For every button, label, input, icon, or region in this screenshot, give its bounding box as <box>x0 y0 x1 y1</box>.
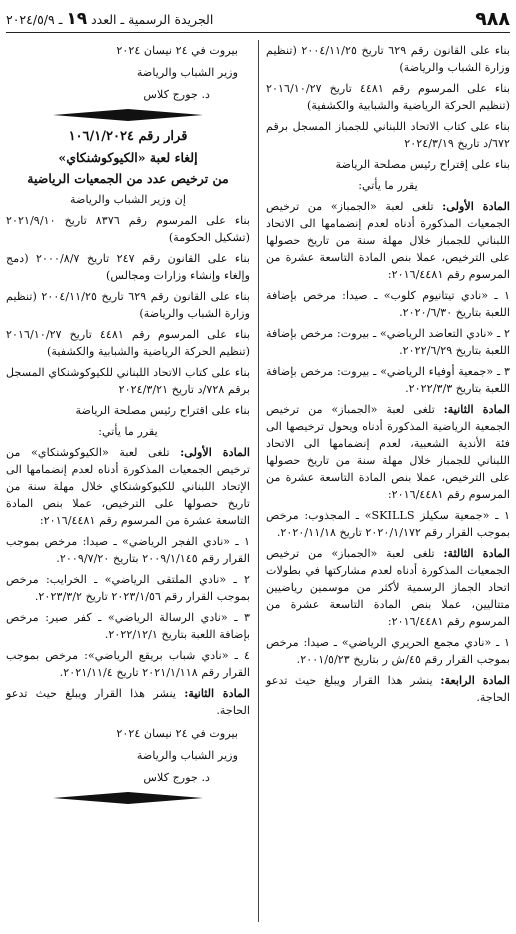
decision-subtitle: إلغاء لعبة «الكيوكوشنكاي» <box>58 150 198 165</box>
paragraph: بناء على كتاب الاتحاد اللبناني للكيوكوشنكاي المسجل برقم ٧٢٨/د تاريخ ٢٠٢٤/٣/٢١ <box>6 366 250 396</box>
article-text: تلغى لعبة «الجمباز» من ترخيص الجمعية الرياضية المذكورة أدناه ويحول ترخيصها الى فئة الأندية الشعبية، لعدم إنضمامها الى الاتحاد اللبناني للجمباز خلال مهلة سنة من تاريخ حصولها على الترخيص، عملا بنص المادة التاسعة عشرة من المرسوم رقم ٢٠١٦/٤٤٨١: <box>266 403 510 501</box>
paragraph: بناء على المرسوم رقم ٨٣٧٦ تاريخ ٢٠٢١/٩/١٠ (تشكيل الحكومة) <box>6 214 250 244</box>
gazette-title-prefix: الجريدة الرسمية ـ العدد <box>91 12 214 27</box>
left-column <box>6 42 250 811</box>
article-text: تلغى لعبة «الكيوكوشنكاي» من ترخيص الجمعيات المذكورة أدناه لعدم إنضمامها الى الإتحاد اللبناني للكيوكوشنكاي خلال مهلة سنة من تاريخ حصولها على الترخيص، عملا بنص المادة التاسعة عشرة من المرسوم رقم ٢٠١٦/٤٤٨١: <box>6 446 250 527</box>
decision-number: قرار رقم ١٠٦/١/٢٠٢٤ <box>68 129 188 144</box>
article-heading: المادة الثانية: <box>184 686 250 700</box>
signature-name: د. جورج كلاس <box>143 88 210 101</box>
paragraph: ١ ـ «نادي تيتانيوم كلوب» ـ صيدا: مرخص بإضافة اللعبة بتاريخ ٢٠٢٠/٦/٣٠. <box>266 289 510 319</box>
article-paragraph <box>266 401 510 503</box>
paragraph: ١ ـ «نادي مجمع الحريري الرياضي» ـ صيدا: مرخص بموجب القرار رقم ٤٥/ش ر بتاريخ ٢٠٠١/٥/٢٣. <box>266 636 510 666</box>
article-heading: المادة الثالثة: <box>443 546 510 560</box>
signature-name: د. جورج كلاس <box>143 771 210 784</box>
signature-minister: وزير الشباب والرياضة <box>136 66 238 79</box>
article-heading: المادة الأولى: <box>180 445 250 459</box>
paragraph: بناء على إقتراح رئيس مصلحة الرياضة <box>335 158 510 171</box>
page-number: ٩٨٨ <box>475 8 510 30</box>
article-heading: المادة الرابعة: <box>440 673 510 687</box>
signature-date: بيروت في ٢٤ نيسان ٢٠٢٤ <box>116 44 238 57</box>
issue-number: ١٩ <box>66 9 88 29</box>
centered-line: إن وزير الشباب والرياضة <box>69 193 186 206</box>
paragraph: بناء على القانون رقم ٦٢٩ تاريخ ٢٠٠٤/١١/٢٥ (تنظيم وزارة الشباب والرياضة) <box>266 44 510 74</box>
signature-minister: وزير الشباب والرياضة <box>136 749 238 762</box>
article-paragraph <box>266 672 510 706</box>
article-heading: المادة الأولى: <box>442 199 510 213</box>
article-paragraph <box>6 444 250 529</box>
article-paragraph <box>266 545 510 630</box>
paragraph: بناء على كتاب الاتحاد اللبناني للجمباز المسجل برقم ٦٧٢/د تاريخ ٢٠٢٤/٣/١٩ <box>266 120 510 150</box>
paragraph: ٣ ـ «جمعية أوفياء الرياضي» ـ بيروت: مرخص بإضافة اللعبة بتاريخ ٢٠٢٢/٣/٣. <box>266 365 510 395</box>
article-paragraph <box>266 198 510 283</box>
article-text: تلغى لعبة «الجمباز» من ترخيص الجمعيات المذكورة أدناه لعدم إنضمامها الى الاتحاد اللبناني للجمباز خلال مهلة سنة من تاريخ حصولها على الترخيص، عملا بنص المادة التاسعة عشرة من المرسوم رقم ٢٠١٦/٤٤٨١: <box>266 200 510 281</box>
divider-ornament <box>6 108 250 122</box>
paragraph: بناء على القانون رقم ٦٢٩ تاريخ ٢٠٠٤/١١/٢٥ (تنظيم وزارة الشباب والرياضة) <box>6 290 250 320</box>
right-column <box>266 42 510 710</box>
decision-subtitle-2: من ترخيص عدد من الجمعيات الرياضية <box>27 171 229 186</box>
column-divider <box>258 40 259 922</box>
signature-block-top <box>6 42 250 103</box>
article-heading: المادة الثانية: <box>443 402 510 416</box>
paragraph: بناء على القانون رقم ٢٤٧ تاريخ ٢٠٠٠/٨/٧ (دمج وإلغاء وإنشاء وزارات ومجالس) <box>6 252 250 282</box>
centered-line: يقرر ما يأتي: <box>98 425 158 438</box>
gazette-title <box>6 9 213 29</box>
paragraph: بناء على المرسوم رقم ٤٤٨١ تاريخ ٢٠١٦/١٠/٢٧ (تنظيم الحركة الرياضية والشبابية والكشفية) <box>6 328 250 358</box>
signature-date: بيروت في ٢٤ نيسان ٢٠٢٤ <box>116 727 238 740</box>
article-text: تلغى لعبة «الجمباز» من ترخيص الجمعيات المذكورة أدناه لعدم مشاركتها في بطولات اتحاد الجماز الرسمية لأكثر من موسمين رياضيين متتاليين، عملا بنص المادة التاسعة عشرة من المرسوم رقم ٢٠١٦/٤٤٨١: <box>266 547 510 628</box>
page-header <box>6 8 510 33</box>
signature-block-bottom <box>6 725 250 786</box>
paragraph: بناء على اقتراح رئيس مصلحة الرياضة <box>75 404 250 417</box>
gazette-date: ـ ٢٠٢٤/٥/٩ <box>6 12 63 27</box>
article-text: ينشر هذا القرار ويبلغ حيث تدعو الحاجة. <box>6 687 250 717</box>
divider-ornament <box>6 791 250 805</box>
decision-body <box>6 191 250 719</box>
centered-line: يقرر ما يأتي: <box>358 179 418 192</box>
paragraph: ٣ ـ «نادي الرسالة الرياضي» ـ كفر صير: مرخص بإضافة اللعبة بتاريخ ٢٠٢٢/١٢/١. <box>6 611 250 641</box>
paragraph: بناء على المرسوم رقم ٤٤٨١ تاريخ ٢٠١٦/١٠/٢٧ (تنظيم الحركة الرياضية والشبابية والكشفية) <box>266 82 510 112</box>
article-paragraph <box>6 685 250 719</box>
paragraph: ٤ ـ «نادي شباب بريقع الرياضي»: مرخص بموجب القرار رقم ٢٠٢١/١/١١٨ تاريخ ٢٠٢١/١١/٤. <box>6 649 250 679</box>
article-text: ينشر هذا القرار ويبلغ حيث تدعو الحاجة. <box>266 674 510 704</box>
paragraph: ٢ ـ «نادي الملتقى الرياضي» ـ الخرايب: مرخص بموجب القرار رقم ٢٠٢٣/١/٥٦ تاريخ ٢٠٢٣/٣/٢. <box>6 573 250 603</box>
paragraph: ٢ ـ «نادي التعاضد الرياضي» ـ بيروت: مرخص بإضافة اللعبة بتاريخ ٢٠٢٢/٦/٢٩. <box>266 327 510 357</box>
paragraph: ١ ـ «نادي الفجر الرياضي» ـ صيدا: مرخص بموجب القرار رقم ٢٠٠٩/١/١٤٥ بتاريخ ٢٠٠٩/٧/٢٠. <box>6 535 250 565</box>
paragraph: ١ ـ «جمعية سكيلز SKILLS» ـ المجذوب: مرخص بموجب القرار رقم ٢٠٢٠/١/١٧٢ تاريخ ٢٠٢٠/١١/١٨. <box>266 509 510 539</box>
